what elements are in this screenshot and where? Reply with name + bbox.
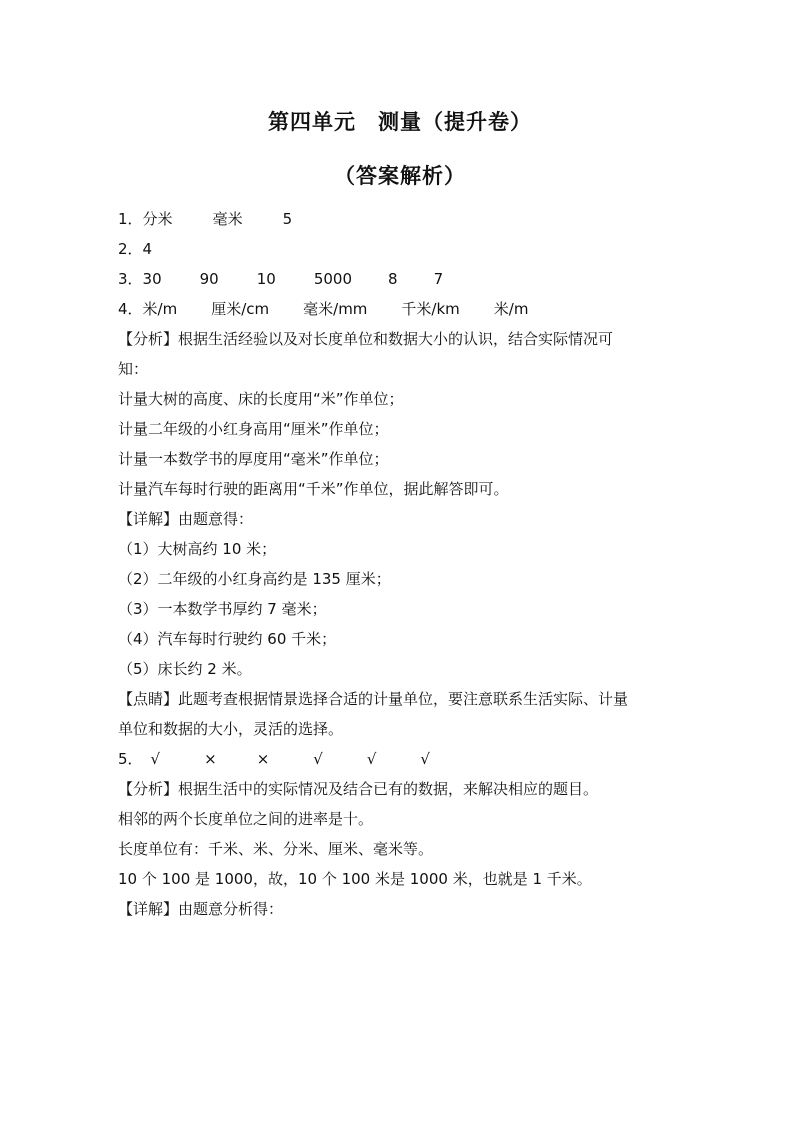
answer-item: 毫米 [212, 210, 243, 228]
answer-item: 千米/km [401, 300, 460, 318]
answer-item: √ [366, 750, 377, 768]
analysis-text: 知： [118, 360, 149, 378]
page-subtitle: （答案解析） [334, 164, 466, 188]
detail-heading: 【详解】由题意分析得： [118, 900, 284, 918]
detail-line: （1）大树高约 10 米； [118, 540, 277, 558]
answer-item: 5000 [313, 270, 353, 288]
analysis-text: 【分析】根据生活经验以及对长度单位和数据大小的认识，结合实际情况可 [118, 330, 614, 348]
paragraph-line: 计量二年级的小红身高用“厘米”作单位； [118, 420, 389, 438]
answer-item: 30 [142, 270, 162, 288]
answer-item: 7 [433, 270, 444, 288]
answer-item: × [204, 750, 217, 768]
answer-4 [118, 294, 688, 324]
detail-heading: 【详解】由题意得： [118, 510, 254, 528]
answer-content [118, 204, 688, 924]
answer-item: √ [313, 750, 323, 768]
detail-line: （5）床长约 2 米。 [118, 660, 252, 678]
answer-item: 米/m [493, 300, 529, 318]
answer-1 [118, 204, 688, 234]
answer-item: 5 [282, 210, 293, 228]
answer-item: 厘米/cm [211, 300, 270, 318]
answer-number: 1． [118, 210, 143, 228]
answer-number: 5． [118, 750, 143, 768]
detail-line: （2）二年级的小红身高约是 135 厘米； [118, 570, 391, 588]
paragraph-line: 长度单位有：千米、米、分米、厘米、毫米等。 [118, 840, 434, 858]
detail-line: （4）汽车每时行驶约 60 千米； [118, 630, 337, 648]
answer-item: 4 [142, 240, 153, 258]
answer-number: 3． [118, 270, 143, 288]
comment-text: 【点睛】此题考查根据情景选择合适的计量单位，要注意联系生活实际、计量 [118, 690, 629, 708]
answer-item: 10 [256, 270, 276, 288]
comment-text: 单位和数据的大小，灵活的选择。 [118, 720, 344, 738]
paragraph-line: 10 个 100 是 1000，故，10 个 100 米是 1000 米，也就是 1 千米。 [118, 870, 592, 888]
page-title: 第四单元 测量（提升卷） [268, 110, 532, 134]
answer-item: 毫米/mm [303, 300, 368, 318]
answer-3 [118, 264, 688, 294]
paragraph-line: 计量汽车每时行驶的距离用“千米”作单位，据此解答即可。 [118, 480, 509, 498]
answer-item: × [256, 750, 270, 768]
answer-5 [118, 744, 688, 774]
answer-item: 8 [388, 270, 398, 288]
answer-number: 4． [118, 300, 143, 318]
answer-number: 2． [118, 240, 143, 258]
answer-2 [118, 234, 688, 264]
answer-item: √ [150, 750, 161, 768]
answer-item: √ [420, 750, 430, 768]
paragraph-line: 相邻的两个长度单位之间的进率是十。 [118, 810, 374, 828]
answer-item: 米/m [142, 300, 178, 318]
answer-item: 90 [199, 270, 219, 288]
detail-line: （3）一本数学书厚约 7 毫米； [118, 600, 327, 618]
paragraph-line: 计量一本数学书的厚度用“毫米”作单位； [118, 450, 389, 468]
paragraph-line: 计量大树的高度、床的长度用“米”作单位； [118, 390, 404, 408]
answer-item: 分米 [142, 210, 173, 228]
analysis-text: 【分析】根据生活中的实际情况及结合已有的数据，来解决相应的题目。 [118, 780, 599, 798]
